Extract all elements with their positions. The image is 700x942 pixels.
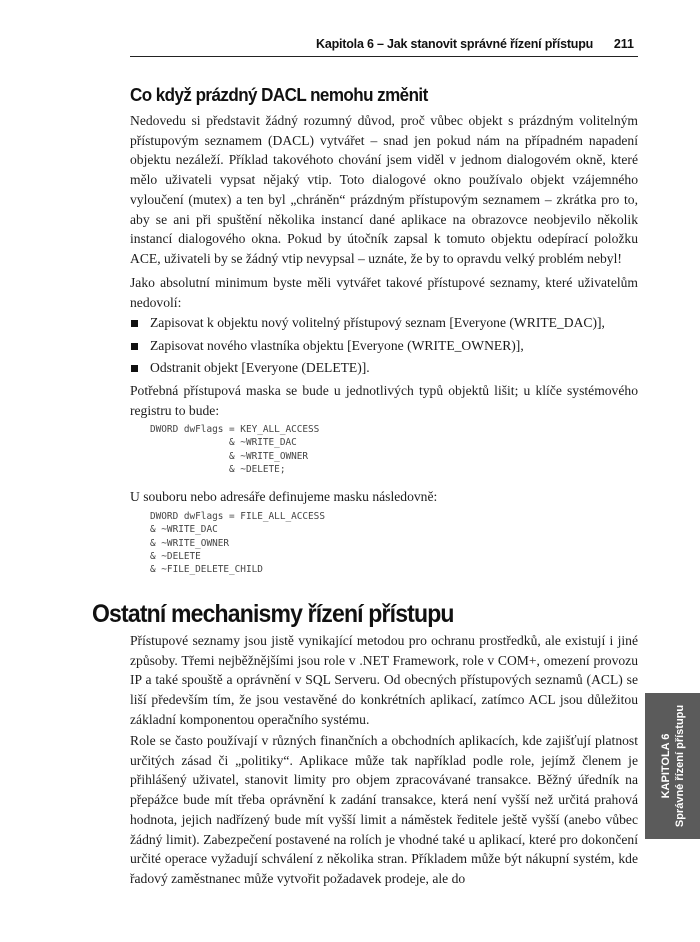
page-number: 211 (613, 37, 634, 51)
side-tab-text (659, 705, 687, 827)
list-item: Zapisovat k objektu nový volitelný přístupový seznam [Everyone (WRITE_DAC)], (130, 312, 638, 335)
running-header (130, 36, 638, 57)
paragraph-minimum-acl: Jako absolutní minimum byste měli vytvářet takové přístupové seznamy, které uživatelům nedovolí: (130, 275, 638, 310)
side-tab-chapter: KAPITOLA 6 (659, 733, 672, 799)
paragraph-other-mechanisms: Přístupové seznamy jsou jistě vynikající metodou pro ochranu prostředků, ale existují i jiné způsoby. Třemi nejběžnějšími jsou role v .NET Framework, role v COM+, omezení provozu IP a také spouště a oprávnění v SQL Serveru. Od obecných přístupových seznamů (ACL) se liší především tím, že jsou vestavěné do konkrétních aplikací, zatímco ACL jsou důležitou základní komponentou operačního systému. (130, 633, 638, 727)
code-block-file-mask: DWORD dwFlags = FILE_ALL_ACCESS & ~WRITE_DAC & ~WRITE_OWNER & ~DELETE & ~FILE_DELETE_CHILD (150, 511, 325, 576)
chapter-section-heading: Ostatní mechanismy řízení přístupu (92, 600, 454, 628)
chapter-side-tab (645, 693, 700, 839)
code-block-registry-mask: DWORD dwFlags = KEY_ALL_ACCESS & ~WRITE_DAC & ~WRITE_OWNER & ~DELETE; (150, 424, 320, 475)
running-header-title: Kapitola 6 – Jak stanovit správné řízení přístupu (316, 37, 594, 51)
paragraph-file-mask: U souboru nebo adresáře definujeme masku následovně: (130, 489, 438, 504)
bullet-list (130, 312, 638, 380)
paragraph-roles: Role se často používají v různých finančních a obchodních aplikacích, kde zajišťují platnost určitých zásad či „politiky“. Aplikace může tak například podle role, jejímž členem je přihlášený uživatel, stanovit limity pro objem zpracovávané transakce. Běžný úředník na přepážce bude mít třeba oprávnění k zadání transakce, která není vyšší než určitá prahová hodnota, jejich nadřízený bude mít vyšší limit a náměstek ředitele ještě vyšší (anebo vůbec žádný limit). Zabezpečení postavené na rolích je vhodné také u aplikací, které pro dokončení určité operace vyžadují schválení z několika stran. Příkladem může být nákupní systém, kde řadový zaměstnanec může vytvořit požadavek prodeje, ale do (130, 733, 638, 886)
list-item: Zapisovat nového vlastníka objektu [Everyone (WRITE_OWNER)], (130, 335, 638, 358)
paragraph-empty-dacl: Nedovedu si představit žádný rozumný důvod, proč vůbec objekt s prázdným volitelným přístupovým seznamem (DACL) vytvářet – snad jen pokud nám na případném napadení objektu nezáleží. Příklad takovéhoto chování jsem viděl v jednom dialogovém okně, které mělo uživateli vypsat nějaký vtip. Toto dialogové okno používalo objekt vzájemného vyloučení (mutex) a ten byl „chráněn“ prázdným přístupovým seznamem – zkrátka pro to, aby se ani při spuštění několika instancí dané aplikace na obrazovce neobjevilo několik instancí dialogového okna. Pokud by útočník zapsal k tomuto objektu odepírací položku ACE, uživateli by se žádný vtip nevypsal – uznáte, že by to opravdu velký problém nebyl! (130, 113, 638, 266)
section-heading-empty-dacl: Co když prázdný DACL nemohu změnit (130, 84, 428, 105)
side-tab-subtitle: Správné řízení přístupu (673, 704, 686, 828)
paragraph-access-mask: Potřebná přístupová maska se bude u jednotlivých typů objektů lišit; u klíče systémového registru to bude: (130, 383, 638, 418)
list-item: Odstranit objekt [Everyone (DELETE)]. (130, 357, 638, 380)
